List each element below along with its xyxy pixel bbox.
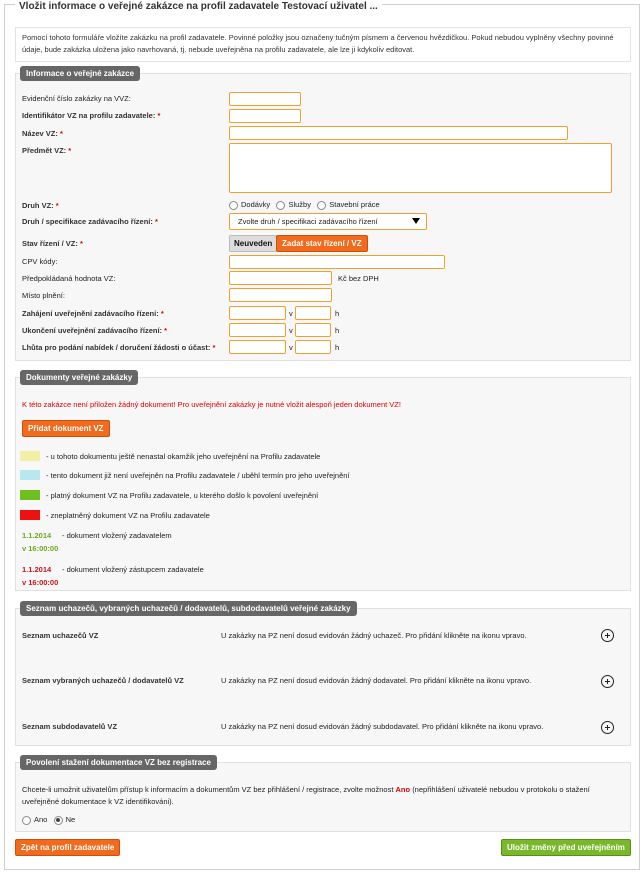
druh-label: Druh VZ: *	[22, 201, 59, 210]
druh-dodavky-radio[interactable]: Dodávky	[229, 200, 270, 209]
lhuta-date-input[interactable]	[229, 340, 286, 354]
access-text: Chcete-li umožnit uživatelům přístup k informacím a dokumentům VZ bez přihlášení / registrace, zvolte možnost Ano (nepřihlášení uživatelé nebudou v protokolu o stažení uveřejněné dokumentace k VZ identifikováni).	[22, 785, 590, 806]
ukonceni-label: Ukončení uveřejnění zadávacího řízení: *	[22, 326, 168, 335]
radio-icon	[276, 201, 285, 210]
zahajeni-hour-input[interactable]	[295, 306, 331, 320]
druh-radio-group	[229, 200, 380, 210]
legend-text: - zneplatněný dokument VZ na Profilu zadavatele	[46, 511, 210, 520]
ukonceni-hour-input[interactable]	[295, 323, 331, 337]
spec-select[interactable]	[229, 213, 427, 230]
add-uchazec-icon[interactable]	[601, 629, 614, 642]
access-no-radio[interactable]: Ne	[54, 815, 76, 824]
docs-section-title: Dokumenty veřejné zakázky	[20, 370, 138, 385]
radio-icon	[54, 816, 63, 825]
info-section	[15, 69, 631, 361]
main-fieldset	[4, 1, 640, 870]
lists-section	[15, 604, 631, 746]
sample-date-zastupce: 1.1.2014	[22, 565, 52, 574]
access-yes-radio[interactable]: Ano	[22, 815, 47, 824]
legend-text: - platný dokument VZ na Profilu zadavatele, u kterého došlo k povolení uveřejnění	[46, 491, 319, 500]
legend-swatch-green	[20, 490, 40, 500]
add-subdodavatel-icon[interactable]	[601, 721, 614, 734]
save-button[interactable]: Uložit změny před uveřejněním	[501, 839, 631, 856]
list-row-label: Seznam subdodavatelů VZ	[22, 722, 118, 731]
legend-swatch-red	[20, 510, 40, 520]
docs-section	[15, 373, 631, 591]
ukonceni-date-input[interactable]	[229, 323, 286, 337]
sample-date-zadavatel: 1.1.2014	[22, 531, 52, 540]
spec-select-value: Zvolte druh / specifikaci zadávacího řízení	[238, 217, 378, 226]
radio-icon	[229, 201, 238, 210]
nazev-label: Název VZ: *	[22, 129, 63, 138]
list-row-text: U zakázky na PZ není dosud evidován žádný subdodavatel. Pro přidání klikněte na ikonu vpravo.	[221, 722, 544, 731]
sample-time-zastupce: v 16:00:00	[22, 578, 59, 587]
cpv-input[interactable]	[229, 255, 445, 269]
list-row-label: Seznam vybraných uchazečů / dodavatelů VZ	[22, 676, 184, 685]
hour-suffix: h	[335, 309, 340, 318]
sample-time-zadavatel: v 16:00:00	[22, 544, 59, 553]
legend-swatch-yellow	[20, 451, 40, 461]
docs-warning: K této zakázce není přiložen žádný dokument! Pro uveřejnění zakázky je nutné vložit alespoň jeden dokument VZ!	[22, 400, 401, 409]
identifikator-label: Identifikátor VZ na profilu zadavatele: *	[22, 111, 161, 120]
hodnota-label: Předpokládaná hodnota VZ:	[22, 274, 116, 283]
hour-suffix: h	[335, 343, 340, 352]
stav-value-badge: Neuveden	[229, 235, 277, 252]
lhuta-label: Lhůta pro podání nabídek / doručení žádosti o účast: *	[22, 343, 216, 352]
evidence-label: Evidenční číslo zakázky na VVZ:	[22, 94, 131, 103]
intro-text: Pomocí tohoto formuláře vložíte zakázku na profil zadavatele. Povinné položky jsou označeny tučným písmem a červenou hvězdičkou. Pokud nebudou vyplněny všechny povinné údaje, bude zakázka uložena jako navrhovaná, tj. nebude uveřejněna na profilu zadavatele, ale lze ji kdykoliv editovat.	[22, 33, 614, 54]
page-title: Vložit informace o veřejné zakázce na profil zadavatele Testovací uživatel ...	[15, 1, 382, 12]
cpv-label: CPV kódy:	[22, 257, 58, 266]
back-button[interactable]: Zpět na profil zadavatele	[15, 839, 120, 856]
lists-section-title: Seznam uchazečů, vybraných uchazečů / dodavatelů, subdodavatelů veřejné zakázky	[20, 601, 357, 616]
sample-desc-zastupce: - dokument vložený zástupcem zadavatele	[62, 565, 204, 574]
info-section-title: Informace o veřejné zakázce	[20, 66, 140, 81]
druh-sluzby-radio[interactable]: Služby	[276, 200, 311, 209]
access-radio-group	[22, 815, 75, 825]
time-separator: v	[289, 309, 293, 318]
hodnota-input[interactable]	[229, 271, 332, 285]
evidence-input[interactable]	[229, 92, 301, 106]
legend-text: - u tohoto dokumentu ještě nenastal okamžik jeho uveřejnění na Profilu zadavatele	[46, 452, 321, 461]
dropdown-arrow-icon	[412, 218, 420, 224]
list-row-label: Seznam uchazečů VZ	[22, 631, 99, 640]
zahajeni-date-input[interactable]	[229, 306, 286, 320]
druh-stavebni-radio[interactable]: Stavební práce	[317, 200, 379, 209]
list-row-text: U zakázky na PZ není dosud evidován žádný uchazeč. Pro přidání klikněte na ikonu vpravo.	[221, 631, 527, 640]
list-row-text: U zakázky na PZ není dosud evidován žádný dodavatel. Pro přidání klikněte na ikonu vpravo.	[221, 676, 532, 685]
misto-input[interactable]	[229, 288, 332, 302]
legend-swatch-cyan	[20, 470, 40, 480]
intro-box	[15, 27, 631, 62]
spec-label: Druh / specifikace zadávacího řízení: *	[22, 217, 158, 226]
zadat-stav-button[interactable]: Zadat stav řízení / VZ	[276, 235, 368, 252]
time-separator: v	[289, 343, 293, 352]
hodnota-suffix: Kč bez DPH	[338, 274, 379, 283]
sample-desc-zadavatel: - dokument vložený zadavatelem	[62, 531, 172, 540]
misto-label: Místo plnění:	[22, 291, 65, 300]
time-separator: v	[289, 326, 293, 335]
add-dodavatel-icon[interactable]	[601, 675, 614, 688]
radio-icon	[317, 201, 326, 210]
predmet-textarea[interactable]	[229, 143, 612, 193]
radio-icon	[22, 816, 31, 825]
identifikator-input[interactable]	[229, 109, 301, 123]
access-section-title: Povolení stažení dokumentace VZ bez registrace	[20, 755, 217, 770]
add-document-button[interactable]: Přidat dokument VZ	[22, 420, 110, 437]
access-section	[15, 758, 631, 832]
hour-suffix: h	[335, 326, 340, 335]
predmet-label: Předmět VZ: *	[22, 146, 72, 155]
zahajeni-label: Zahájení uveřejnění zadávacího řízení: *	[22, 309, 164, 318]
lhuta-hour-input[interactable]	[295, 340, 331, 354]
stav-label: Stav řízení / VZ: *	[22, 239, 83, 248]
legend-text: - tento dokument již není uveřejněn na Profilu zadavatele / uběhl termín pro jeho uveřejnění	[46, 471, 350, 480]
nazev-input[interactable]	[229, 126, 568, 140]
